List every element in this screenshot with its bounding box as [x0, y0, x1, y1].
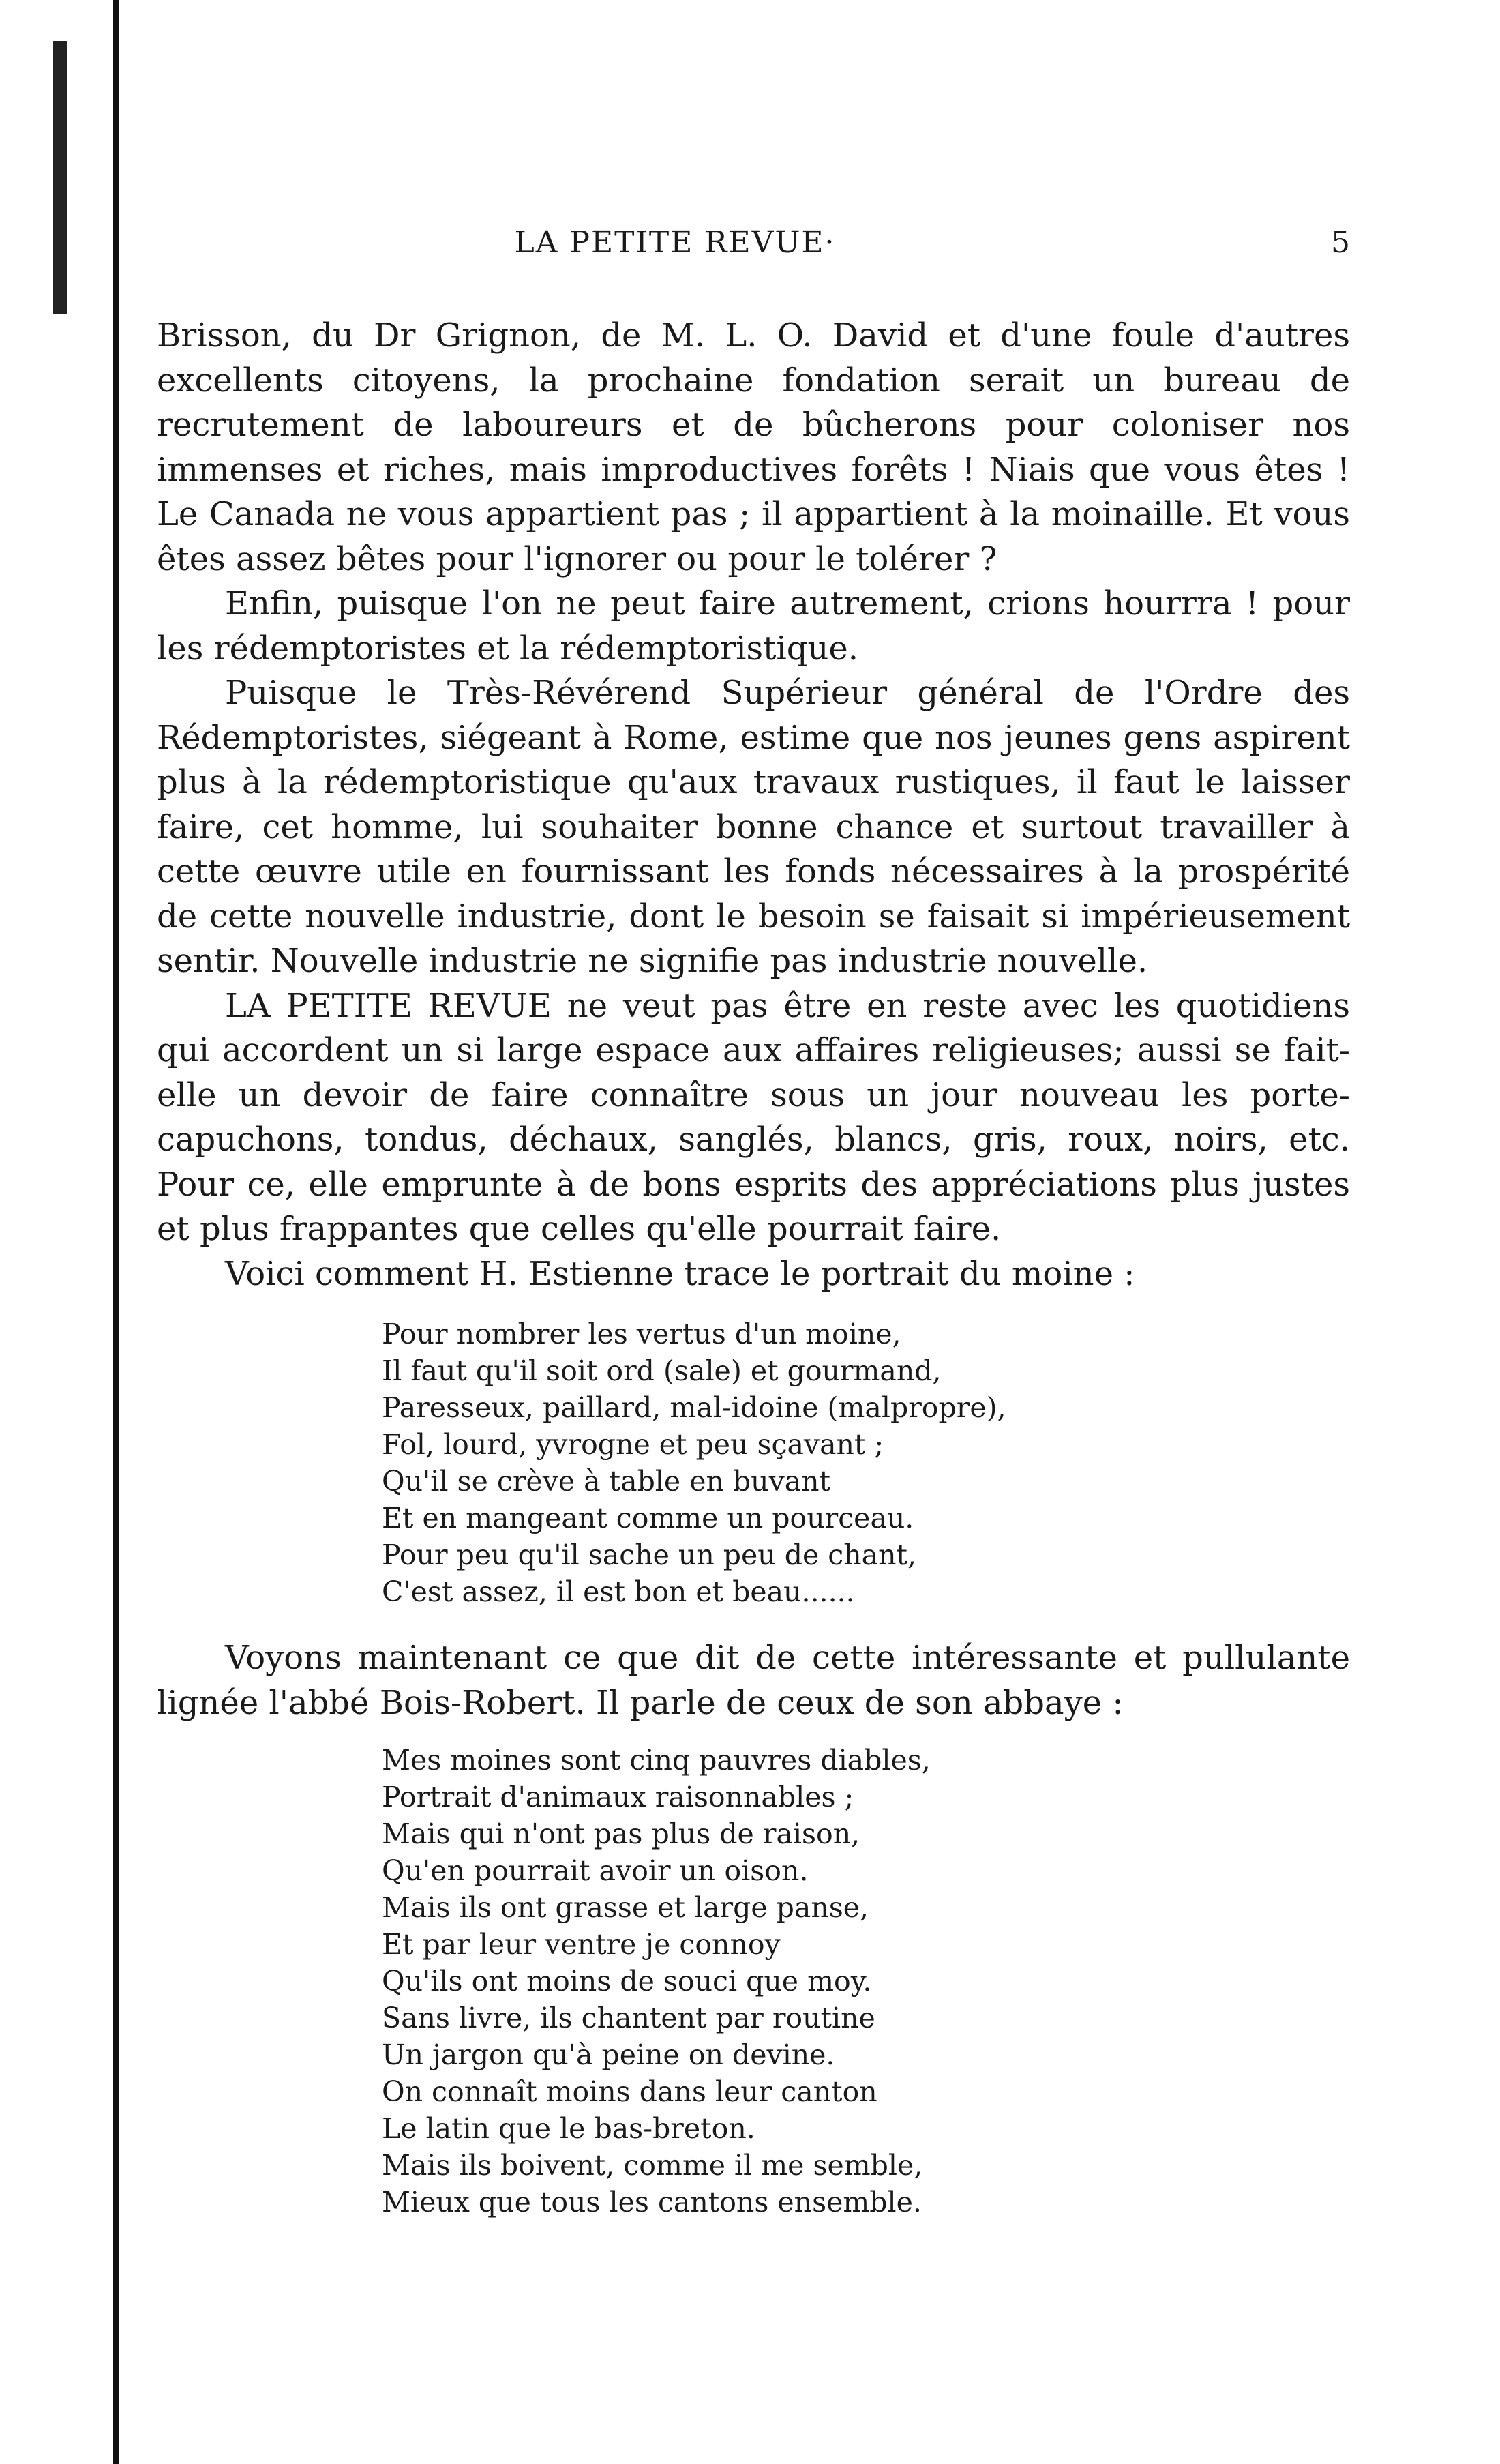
verse-line: Paresseux, paillard, mal-idoine (malpropre),	[382, 1391, 1006, 1424]
verse-line: Et en mangeant comme un pourceau.	[382, 1502, 914, 1534]
verse-estienne	[382, 1316, 1350, 1610]
verse-line: Mais ils boivent, comme il me semble,	[382, 2149, 923, 2182]
verse-line: Qu'en pourrait avoir un oison.	[382, 1854, 809, 1887]
binding-shadow	[53, 41, 67, 314]
verse-line: Portrait d'animaux raisonnables ;	[382, 1781, 854, 1813]
page-number: 5	[1331, 225, 1350, 260]
verse-line: Qu'ils ont moins de souci que moy.	[382, 1965, 872, 1998]
verse-line: Pour peu qu'il sache un peu de chant,	[382, 1539, 916, 1571]
running-title: LA PETITE REVUE·	[514, 225, 836, 260]
paragraph-bois-robert-intro: Voyons maintenant ce que dit de cette intéressante et pullulante lignée l'abbé Bois-Robert. Il parle de ceux de son abbaye :	[157, 1639, 1350, 1722]
verse-line: Mieux que tous les cantons ensemble.	[382, 2186, 922, 2218]
page-binding-margin	[0, 0, 123, 2464]
verse-line: On connaît moins dans leur canton	[382, 2075, 877, 2108]
page-header	[157, 225, 1350, 266]
paragraph-redemptoristes: Puisque le Très-Révérend Supérieur général de l'Ordre des Rédemptoristes, siégeant à Rome, estime que nos jeunes gens aspirent plus à la rédemptoristique qu'aux travaux rustiques, il faut le laisser faire, cet homme, lui souhaiter bonne chance et surtout travailler à cette œuvre utile en fournissant les fonds nécessaires à la prospérité de cette nouvelle industrie, dont le besoin se faisait si impérieusement sentir. Nouvelle industrie ne signifie pas industrie nouvelle.	[157, 674, 1350, 980]
verse-line: Pour nombrer les vertus d'un moine,	[382, 1318, 901, 1350]
verse-line: Qu'il se crève à table en buvant	[382, 1465, 831, 1498]
verse-line: Et par leur ventre je connoy	[382, 1928, 781, 1961]
verse-line: Mes moines sont cinq pauvres diables,	[382, 1744, 931, 1777]
verse-line: Un jargon qu'à peine on devine.	[382, 2038, 835, 2071]
verse-line: Le latin que le bas-breton.	[382, 2112, 755, 2145]
verse-line: Mais qui n'ont pas plus de raison,	[382, 1817, 860, 1850]
verse-line: Fol, lourd, yvrogne et peu sçavant ;	[382, 1428, 884, 1461]
binding-rule	[112, 0, 119, 2464]
verse-bois-robert	[382, 1742, 1350, 2221]
verse-line: Sans livre, ils chantent par routine	[382, 2002, 875, 2034]
verse-line: Il faut qu'il soit ord (sale) et gourmand,	[382, 1354, 942, 1387]
verse-line: C'est assez, il est bon et beau......	[382, 1575, 855, 1608]
body-text	[157, 314, 1350, 2221]
document-page	[157, 0, 1350, 2464]
paragraph-petite-revue: LA PETITE REVUE ne veut pas être en reste avec les quotidiens qui accordent un si large espace aux affaires religieuses; aussi se fait-elle un devoir de faire connaître sous un jour nouveau les porte-capuchons, tondus, déchaux, sanglés, blancs, gris, roux, noirs, etc. Pour ce, elle emprunte à de bons esprits des appréciations plus justes et plus frappantes que celles qu'elle pourrait faire.	[157, 986, 1350, 1248]
verse-line: Mais ils ont grasse et large panse,	[382, 1891, 869, 1924]
paragraph-continuation: Brisson, du Dr Grignon, de M. L. O. David et d'une foule d'autres excellents citoyens, la prochaine fondation serait un bureau de recrutement de laboureurs et de bûcherons pour coloniser nos immenses et riches, mais improductives forêts ! Niais que vous êtes ! Le Canada ne vous appartient pas ; il appartient à la moinaille. Et vous êtes assez bêtes pour l'ignorer ou pour le tolérer ?	[157, 316, 1350, 578]
paragraph-hourra: Enfin, puisque l'on ne peut faire autrement, crions hourrra ! pour les rédemptoristes et la rédemptoristique.	[157, 584, 1350, 668]
paragraph-estienne-intro: Voici comment H. Estienne trace le portrait du moine :	[225, 1254, 1135, 1293]
